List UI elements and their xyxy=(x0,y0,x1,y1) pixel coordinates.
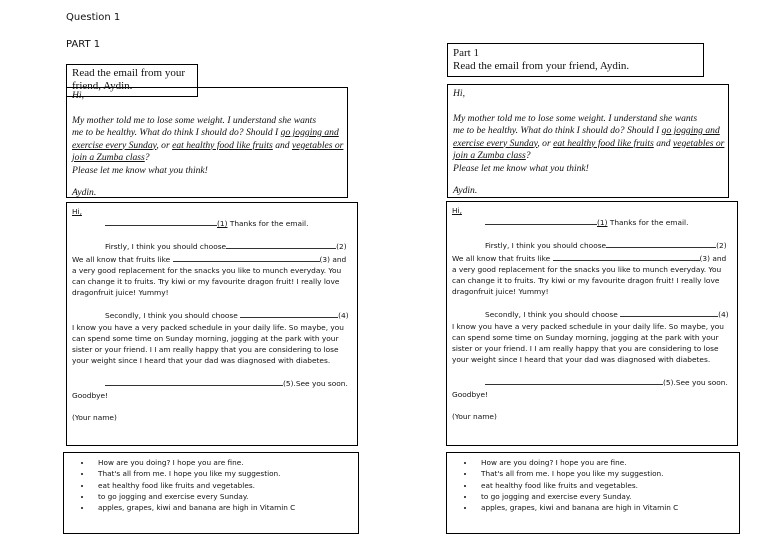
title-box-left xyxy=(66,64,198,97)
email-greeting: Hi, xyxy=(453,88,465,99)
email-body: My mother told me to lose some weight. I understand she wants me to be healthy. What do think I should do? Should I go jogging and exercise every Sunday, or eat healthy food like fruits and vegetables or join a Zumba class? Please let me know what you think! xyxy=(72,114,344,176)
title-text-right: Read the email from your friend, Aydin. xyxy=(453,60,630,72)
email-signature: Aydin. xyxy=(72,187,97,198)
blank-3-number: (3) and xyxy=(699,253,727,263)
email-signature: Aydin. xyxy=(453,185,478,196)
option-item: • How are you doing? I hope you are fine. xyxy=(475,457,755,468)
email-option-zumba: vegetables or join a Zumba class xyxy=(72,139,344,163)
option-item: • That's all from me. I hope you like my suggestion. xyxy=(92,468,372,479)
your-name-text: (Your name) xyxy=(452,411,497,421)
fruits-paragraph: a very good replacement for the snacks you like to munch everyday. You can change it to fruits. Try kiwi or my favourite dragon fruit! I really love dragonfruit juice! Yummy! xyxy=(452,264,722,297)
blank-5-number: (5).See you soon. xyxy=(663,378,728,388)
part-heading-right: Part 1 xyxy=(453,47,479,59)
option-item: • apples, grapes, kiwi and banana are high in Vitamin C xyxy=(475,502,755,513)
goodbye-text: Goodbye! xyxy=(452,389,489,399)
letter-greeting: Hi, xyxy=(72,207,82,216)
fruits-paragraph: a very good replacement for the snacks you like to munch everyday. You can change it to fruits. Try kiwi or my favourite dragon fruit! I really love dragonfruit juice! Yummy! xyxy=(72,265,342,298)
blank-4[interactable] xyxy=(240,309,338,318)
blank-3[interactable] xyxy=(173,253,320,262)
your-name-text: (Your name) xyxy=(72,412,117,422)
email-option-jogging: go jogging and exercise every Sunday xyxy=(453,125,720,149)
letter-box-right xyxy=(446,201,738,446)
option-item: • to go jogging and exercise every Sunday. xyxy=(92,491,372,502)
email-body: My mother told me to lose some weight. I understand she wants me to be healthy. What do think I should do? Should I go jogging and exercise every Sunday, or eat healthy food like fruits and vegetables or join a Zumba class? Please let me know what you think! xyxy=(453,112,725,174)
blank-2[interactable] xyxy=(606,239,716,248)
option-item: • How are you doing? I hope you are fine. xyxy=(92,457,372,468)
option-item: • eat healthy food like fruits and vegetables. xyxy=(475,480,755,491)
blank-4-number: (4) xyxy=(718,310,729,320)
blank-3-number: (3) and xyxy=(319,254,347,264)
secondly-text: Secondly, I think you should choose xyxy=(485,310,621,320)
part-heading: PART 1 xyxy=(66,39,101,50)
email-option-zumba: vegetables or join a Zumba class xyxy=(453,137,725,161)
firstly-text: Firstly, I think you should choose xyxy=(105,242,227,252)
fruits-text: We all know that fruits like xyxy=(452,253,553,263)
goodbye-text: Goodbye! xyxy=(72,390,109,400)
firstly-text: Firstly, I think you should choose xyxy=(485,241,607,251)
blank-5[interactable] xyxy=(105,377,283,386)
thanks-text: Thanks for the email. xyxy=(607,218,689,228)
blank-1-number: (1) xyxy=(217,219,228,229)
secondly-text: Secondly, I think you should choose xyxy=(105,311,241,321)
blank-5-number: (5).See you soon. xyxy=(283,379,348,389)
blank-2[interactable] xyxy=(226,240,336,249)
blank-3[interactable] xyxy=(553,252,700,261)
option-item: • eat healthy food like fruits and vegetables. xyxy=(92,480,372,491)
question-heading: Question 1 xyxy=(66,12,121,23)
schedule-paragraph: I know you have a very packed schedule in your daily life. So maybe, you can spend some time on Sunday morning, jogging at the park with your sister or your friend. I I am really happy that you are considering to lose your weight since I heard that your dad was diagnosed with diabetes. xyxy=(72,322,344,366)
email-option-fruits: eat healthy food like fruits xyxy=(172,139,273,151)
blank-1[interactable] xyxy=(105,217,217,226)
fruits-text: We all know that fruits like xyxy=(72,254,173,264)
blank-2-number: (2) xyxy=(336,242,347,252)
option-item: • to go jogging and exercise every Sunday. xyxy=(475,491,755,502)
blank-1[interactable] xyxy=(485,216,597,225)
options-box-left xyxy=(63,452,359,534)
thanks-text: Thanks for the email. xyxy=(227,219,309,229)
letter-greeting: Hi, xyxy=(452,206,462,215)
email-option-fruits: eat healthy food like fruits xyxy=(553,137,654,149)
email-greeting: Hi, xyxy=(72,90,84,101)
email-option-jogging: go jogging and exercise every Sunday xyxy=(72,127,339,151)
blank-1-number: (1) xyxy=(597,218,608,228)
blank-4-number: (4) xyxy=(338,311,349,321)
title-text-left: Read the email from your friend, Aydin. xyxy=(72,67,186,92)
blank-2-number: (2) xyxy=(716,241,727,251)
title-box-right xyxy=(447,43,704,77)
blank-5[interactable] xyxy=(485,376,663,385)
email-box-left xyxy=(66,87,348,198)
options-box-right xyxy=(446,452,740,534)
blank-4[interactable] xyxy=(620,308,718,317)
option-item: • apples, grapes, kiwi and banana are high in Vitamin C xyxy=(92,502,372,513)
email-box-right xyxy=(447,84,729,198)
option-item: • That's all from me. I hope you like my suggestion. xyxy=(475,468,755,479)
schedule-paragraph: I know you have a very packed schedule in your daily life. So maybe, you can spend some time on Sunday morning, jogging at the park with your sister or your friend. I I am really happy that you are considering to lose your weight since I heard that your dad was diagnosed with diabetes. xyxy=(452,321,724,365)
letter-box-left xyxy=(66,202,358,446)
